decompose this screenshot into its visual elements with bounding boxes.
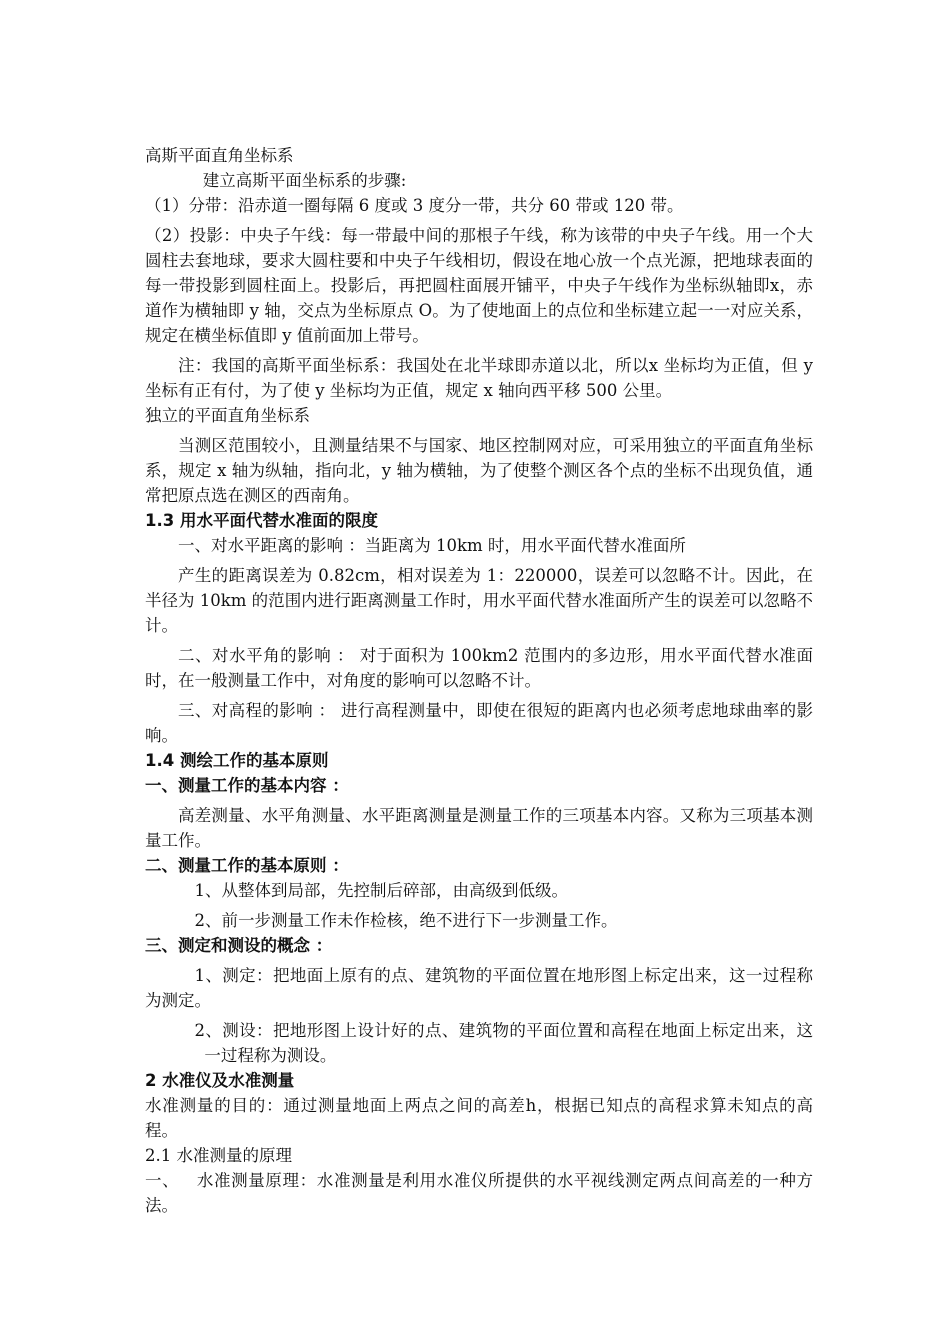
paragraph-measurement-definition: 1、测定：把地面上原有的点、建筑物的平面位置在地形图上标定出来，这一过程称为测定。: [145, 966, 813, 1010]
heading-gauss-coordinate-system: 高斯平面直角坐标系: [145, 146, 294, 165]
heading-chapter-2: 2 水准仪及水准测量: [145, 1071, 295, 1090]
list-item-principle-1: 1、从整体到局部，先控制后碎部，由高级到低级。: [194, 881, 568, 900]
paragraph-distance-error: 产生的距离误差为 0.82cm，相对误差为 1：220000，误差可以忽略不计。因此，在半径为 10km 的范围内进行距离测量工作时，用水平面代替水准面所产生的误差可以忽略不计。: [145, 566, 813, 635]
paragraph-steps-intro: 建立高斯平面坐标系的步骤:: [202, 171, 407, 190]
heading-section-2-1: 2.1 水准测量的原理: [145, 1146, 292, 1165]
heading-concepts: 三、测定和测设的概念 ：: [145, 936, 333, 955]
paragraph-leveling-purpose: 水准测量的目的：通过测量地面上两点之间的高差h，根据已知点的高程求算未知点的高程。: [145, 1096, 813, 1140]
paragraph-horizontal-distance: 一、对水平距离的影响 ：当距离为 10km 时，用水平面代替水准面所: [178, 536, 686, 555]
document-body: [145, 143, 813, 1218]
paragraph-zoning: （1）分带：沿赤道一圈每隔 6 度或 3 度分一带，共分 60 带或 120 带。: [145, 196, 684, 215]
heading-section-1-4: 1.4 测绘工作的基本原则: [145, 751, 329, 770]
paragraph-note: 注：我国的高斯平面坐标系：我国处在北半球即赤道以北，所以x 坐标均为正值，但 y 坐标有正有付，为了使 y 坐标均为正值，规定 x 轴向西平移 500 公里。: [145, 356, 813, 400]
paragraph-setting-out-definition: 2、测设：把地形图上设计好的点、建筑物的平面位置和高程在地面上标定出来，这一过程称为测设。: [194, 1021, 813, 1065]
heading-section-1-3: 1.3 用水平面代替水准面的限度: [145, 511, 378, 530]
heading-independent-coordinate-system: 独立的平面直角坐标系: [145, 406, 310, 425]
paragraph-leveling-principle: 一、 水准测量原理：水准测量是利用水准仪所提供的水平视线测定两点间高差的一种方法。: [145, 1171, 813, 1215]
paragraph-elevation: 三、对高程的影响 ： 进行高程测量中，即使在很短的距离内也必须考虑地球曲率的影响。: [145, 701, 813, 745]
heading-basic-principles: 二、测量工作的基本原则 ：: [145, 856, 349, 875]
paragraph-independent-system: 当测区范围较小，且测量结果不与国家、地区控制网对应，可采用独立的平面直角坐标系，规定 x 轴为纵轴，指向北，y 轴为横轴，为了使整个测区各个点的坐标不出现负值，通常把原点选在测区的西南角。: [145, 436, 813, 505]
list-item-principle-2: 2、前一步测量工作未作检核，绝不进行下一步测量工作。: [194, 911, 618, 930]
paragraph-horizontal-angle: 二、对水平角的影响 ： 对于面积为 100km2 范围内的多边形，用水平面代替水准面时，在一般测量工作中，对角度的影响可以忽略不计。: [145, 646, 813, 690]
heading-basic-content: 一、测量工作的基本内容 ：: [145, 776, 349, 795]
paragraph-projection: （2）投影：中央子午线：每一带最中间的那根子午线，称为该带的中央子午线。用一个大圆柱去套地球，要求大圆柱要和中央子午线相切，假设在地心放一个点光源，把地球表面的每一带投影到圆柱面上。投影后，再把圆柱面展开铺平，中央子午线作为坐标纵轴即x，赤道作为横轴即 y 轴，交点为坐标原点 O。为了使地面上的点位和坐标建立起一一对应关系，规定在横坐标值即 y 值前面加上带号。: [145, 226, 813, 345]
paragraph-basic-content: 高差测量、水平角测量、水平距离测量是测量工作的三项基本内容。又称为三项基本测量工作。: [145, 806, 813, 850]
